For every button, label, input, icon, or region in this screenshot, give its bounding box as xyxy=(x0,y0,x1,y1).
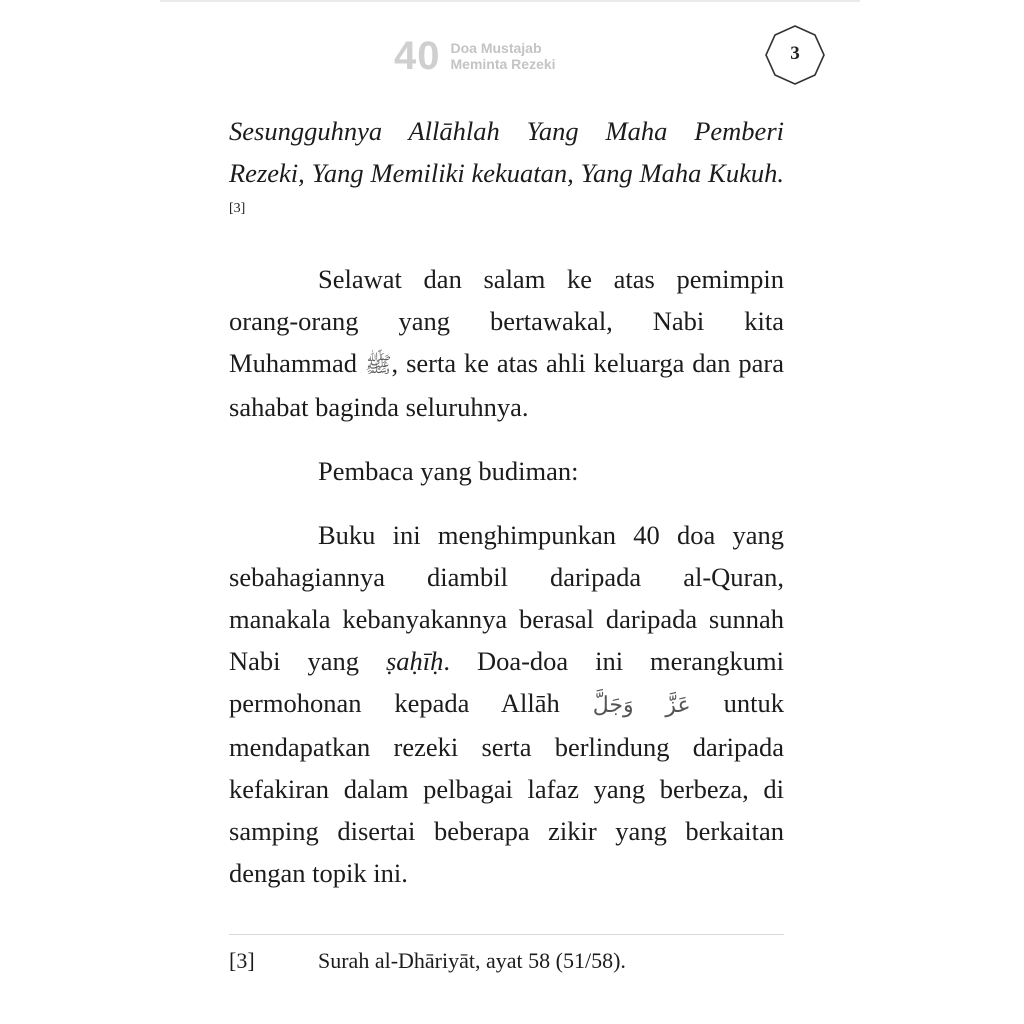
saw-honorific-icon: ﷺ xyxy=(364,352,392,377)
page-number-badge xyxy=(764,24,826,86)
footnote-text: Surah al-Dhāriyāt, ayat 58 (51/58). xyxy=(318,948,626,973)
top-edge-line xyxy=(160,0,860,8)
page-number: 3 xyxy=(790,43,800,64)
paragraph-selawat-text: Selawat dan salam ke atas pemimpin orang-orang yang bertawakal, Nabi kita Muhammad xyxy=(229,264,784,378)
book-title xyxy=(451,40,556,72)
quran-quote xyxy=(229,110,784,236)
azza-wa-jalla-honorific-icon: عَزَّ وَجَلَّ xyxy=(592,692,691,717)
quote-text: Sesungguhnya Allāhlah Yang Maha Pemberi Rezeki, Yang Memiliki kekuatan, Yang Maha Kukuh. xyxy=(229,116,784,188)
paragraph-intro-text-2: . Doa-doa ini merangkumi permohonan kepada Allāh xyxy=(229,646,784,718)
paragraph-intro xyxy=(229,514,784,894)
paragraph-greeting: Pembaca yang budiman: xyxy=(318,456,579,486)
page-body xyxy=(229,110,784,894)
sahih-term: ṣaḥīḥ xyxy=(385,646,444,676)
paragraph-selawat xyxy=(229,258,784,428)
book-title-line1: Doa Mustajab xyxy=(450,40,542,56)
footnote-ref: [3] xyxy=(229,201,246,216)
paragraph-intro-text-3: untuk mendapatkan rezeki serta berlindung daripada kefakiran dalam pelbagai lafaz yang berbeza, di samping disertai beberapa zikir yang berkaitan dengan topik ini. xyxy=(229,688,784,888)
running-header xyxy=(394,34,556,78)
book-number: 40 xyxy=(394,34,441,78)
paragraph-intro-text-1: Buku ini menghimpunkan 40 doa yang sebahagiannya diambil daripada al-Quran, manakala kebanyakannya berasal daripada sunnah Nabi yang xyxy=(229,520,784,676)
footnote-divider xyxy=(229,934,784,935)
book-title-line2: Meminta Rezeki xyxy=(450,56,556,72)
footnote-mark: [3] xyxy=(229,948,255,973)
footnote xyxy=(229,944,784,978)
paragraph-selawat-text-end: , serta ke atas ahli keluarga dan para sahabat baginda seluruhnya. xyxy=(229,348,785,422)
